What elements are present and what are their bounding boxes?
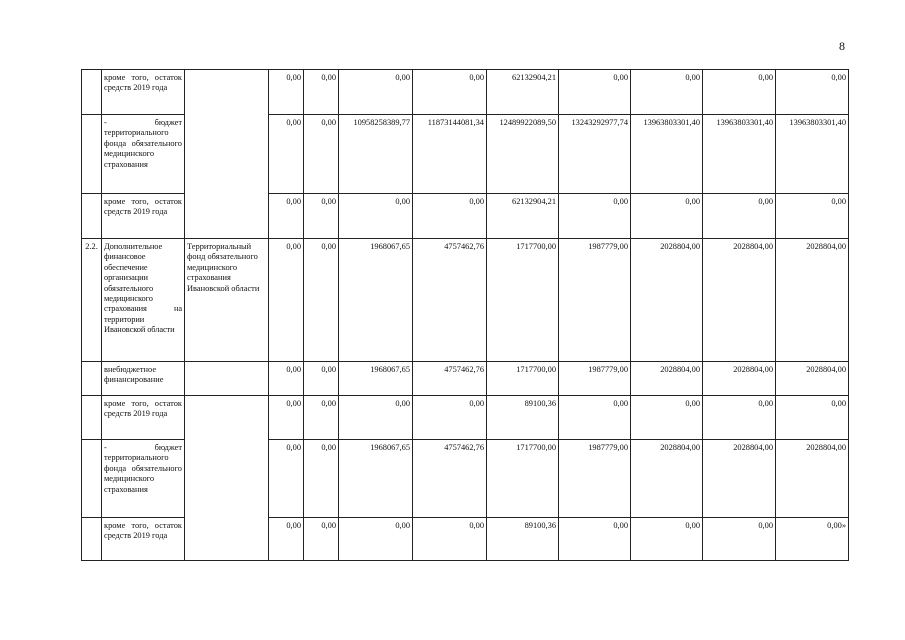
- value-cell: 0,00: [304, 362, 339, 396]
- table-row: [82, 396, 849, 440]
- value-cell: 0,00: [304, 70, 339, 115]
- value-cell: 62132904,21: [487, 70, 559, 115]
- value-cell: 0,00: [269, 194, 304, 239]
- value-cell: 1717700,00: [487, 239, 559, 362]
- row-executor: [185, 396, 269, 561]
- value-cell: 2028804,00: [631, 440, 703, 518]
- row-description: Дополнительное финансовое обеспечение организации обязательного медицинского страхования на территории Ивановской области: [102, 239, 185, 362]
- value-cell: 0,00: [339, 70, 413, 115]
- value-cell: 0,00: [413, 194, 487, 239]
- value-cell: 1987779,00: [559, 440, 631, 518]
- row-executor: [185, 70, 269, 239]
- value-cell: 0,00: [631, 194, 703, 239]
- value-cell: 0,00: [304, 115, 339, 194]
- row-index: [82, 440, 102, 518]
- value-cell: 13963803301,40: [703, 115, 776, 194]
- row-description: кроме того, остаток средств 2019 года: [102, 194, 185, 239]
- value-cell: 13963803301,40: [631, 115, 703, 194]
- table-row: [82, 239, 849, 362]
- value-cell: 2028804,00: [703, 440, 776, 518]
- value-cell: 10958258389,77: [339, 115, 413, 194]
- budget-table-body: [82, 70, 849, 561]
- value-cell: 0,00: [631, 396, 703, 440]
- value-cell: 1717700,00: [487, 362, 559, 396]
- value-cell: 0,00»: [776, 518, 849, 561]
- row-description: внебюджетное финансирование: [102, 362, 185, 396]
- value-cell: 0,00: [339, 194, 413, 239]
- value-cell: 2028804,00: [703, 239, 776, 362]
- value-cell: 0,00: [703, 518, 776, 561]
- value-cell: 2028804,00: [631, 239, 703, 362]
- value-cell: 11873144081,34: [413, 115, 487, 194]
- row-description: кроме того, остаток средств 2019 года: [102, 396, 185, 440]
- budget-table: [81, 69, 849, 561]
- value-cell: 0,00: [559, 396, 631, 440]
- row-index: [82, 518, 102, 561]
- value-cell: 62132904,21: [487, 194, 559, 239]
- value-cell: 0,00: [703, 70, 776, 115]
- value-cell: 13963803301,40: [776, 115, 849, 194]
- value-cell: 2028804,00: [631, 362, 703, 396]
- row-description: - бюджет территориального фонда обязательного медицинского страхования: [102, 440, 185, 518]
- value-cell: 0,00: [269, 440, 304, 518]
- value-cell: 0,00: [413, 70, 487, 115]
- value-cell: 4757462,76: [413, 362, 487, 396]
- value-cell: 0,00: [269, 518, 304, 561]
- value-cell: 0,00: [304, 518, 339, 561]
- row-index: [82, 362, 102, 396]
- value-cell: 2028804,00: [776, 362, 849, 396]
- value-cell: 0,00: [631, 70, 703, 115]
- value-cell: 0,00: [776, 396, 849, 440]
- value-cell: 0,00: [269, 115, 304, 194]
- value-cell: 2028804,00: [776, 239, 849, 362]
- value-cell: 2028804,00: [776, 440, 849, 518]
- value-cell: 0,00: [304, 194, 339, 239]
- row-description: - бюджет территориального фонда обязательного медицинского страхования: [102, 115, 185, 194]
- value-cell: 12489922089,50: [487, 115, 559, 194]
- value-cell: 0,00: [413, 396, 487, 440]
- value-cell: 1968067,65: [339, 440, 413, 518]
- value-cell: 89100,36: [487, 518, 559, 561]
- value-cell: 4757462,76: [413, 239, 487, 362]
- row-index: [82, 115, 102, 194]
- value-cell: 0,00: [631, 518, 703, 561]
- value-cell: 0,00: [776, 194, 849, 239]
- row-executor: Территориальный фонд обязательного медицинского страхования Ивановской области: [185, 239, 269, 362]
- value-cell: 2028804,00: [703, 362, 776, 396]
- value-cell: 0,00: [269, 239, 304, 362]
- row-index: 2.2.: [82, 239, 102, 362]
- value-cell: 0,00: [304, 239, 339, 362]
- value-cell: 0,00: [304, 440, 339, 518]
- row-description: кроме того, остаток средств 2019 года: [102, 70, 185, 115]
- value-cell: 1717700,00: [487, 440, 559, 518]
- row-index: [82, 396, 102, 440]
- value-cell: 0,00: [776, 70, 849, 115]
- value-cell: 0,00: [559, 70, 631, 115]
- value-cell: 0,00: [269, 396, 304, 440]
- value-cell: 0,00: [703, 194, 776, 239]
- value-cell: 0,00: [304, 396, 339, 440]
- row-executor: [185, 362, 269, 396]
- value-cell: 0,00: [339, 518, 413, 561]
- value-cell: 4757462,76: [413, 440, 487, 518]
- row-index: [82, 70, 102, 115]
- value-cell: 13243292977,74: [559, 115, 631, 194]
- table-row: [82, 362, 849, 396]
- value-cell: 0,00: [339, 396, 413, 440]
- value-cell: 89100,36: [487, 396, 559, 440]
- row-index: [82, 194, 102, 239]
- value-cell: 0,00: [269, 70, 304, 115]
- page-number: 8: [839, 39, 845, 53]
- value-cell: 1987779,00: [559, 362, 631, 396]
- value-cell: 0,00: [703, 396, 776, 440]
- value-cell: 0,00: [413, 518, 487, 561]
- value-cell: 0,00: [559, 518, 631, 561]
- table-row: [82, 70, 849, 115]
- value-cell: 0,00: [559, 194, 631, 239]
- value-cell: 0,00: [269, 362, 304, 396]
- value-cell: 1968067,65: [339, 362, 413, 396]
- row-description: кроме того, остаток средств 2019 года: [102, 518, 185, 561]
- value-cell: 1987779,00: [559, 239, 631, 362]
- value-cell: 1968067,65: [339, 239, 413, 362]
